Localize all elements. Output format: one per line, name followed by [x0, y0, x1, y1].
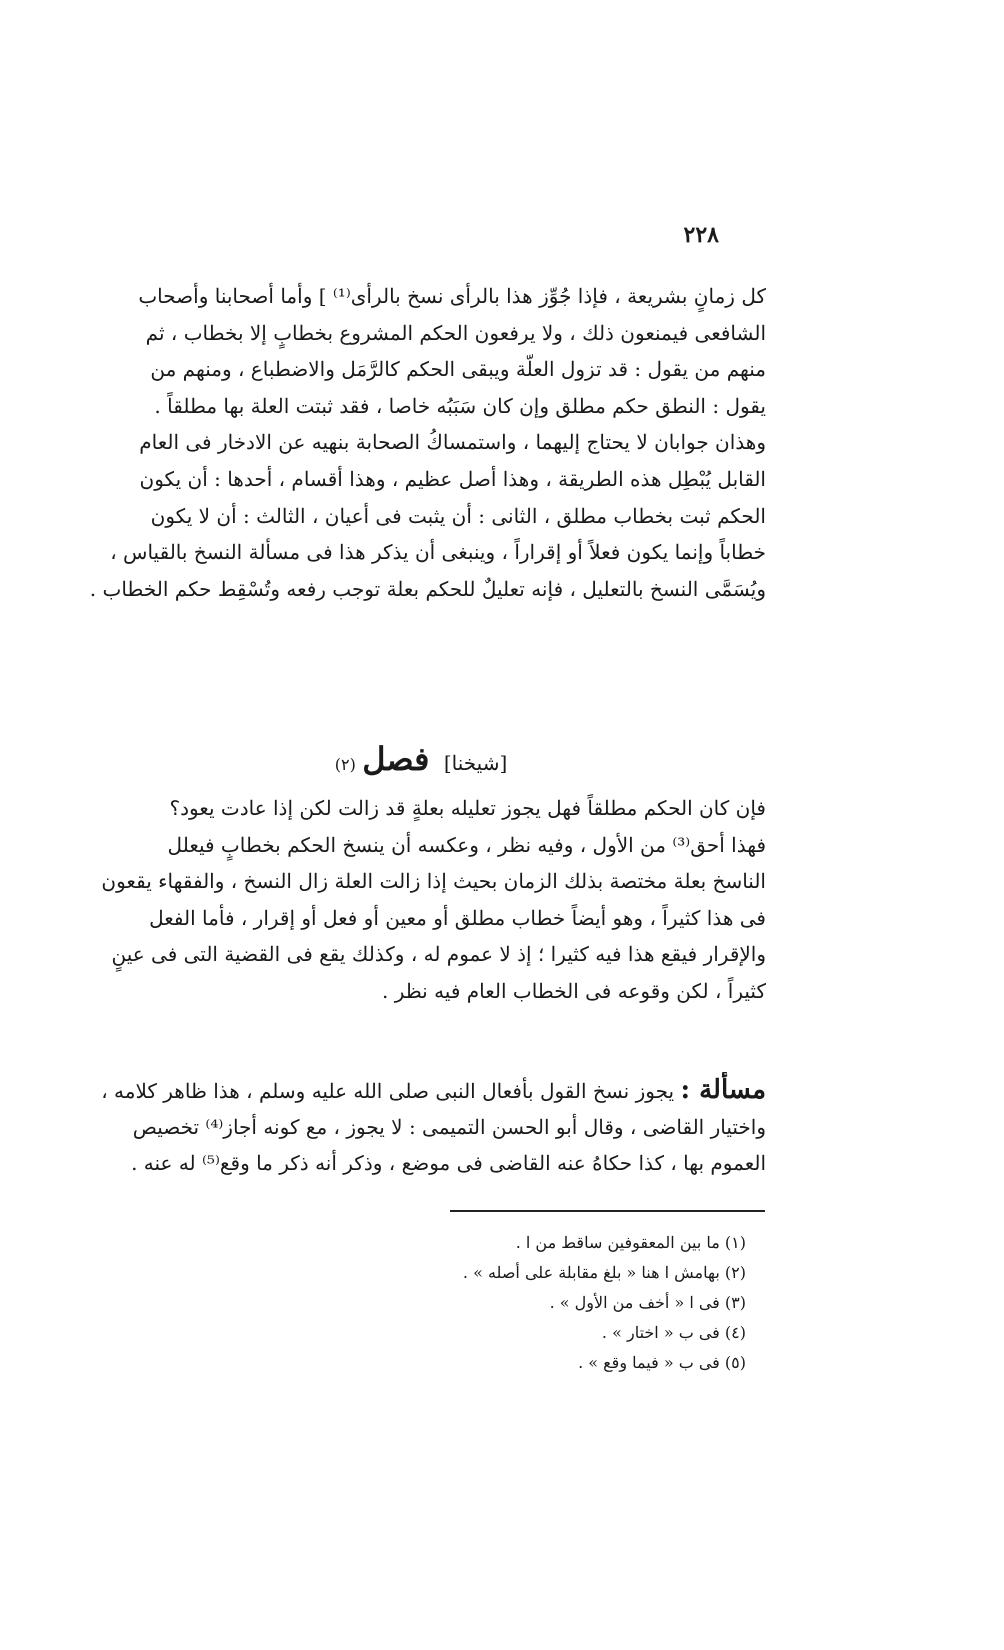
- text-line: واختيار القاضى ، وقال أبو الحسن التميمى : لا يجوز ، مع كونه أجاز⁽⁴⁾ تخصيص: [132, 1114, 766, 1139]
- text-line: القابل يُبْطِل هذه الطريقة ، وهذا أصل عظيم ، وهذا أقسام ، أحدها : أن يكون: [139, 466, 766, 491]
- masala-label: مسألة :: [680, 1075, 766, 1105]
- page-number: ٢٢٨: [683, 222, 719, 248]
- text-line: كل زمانٍ بشريعة ، فإذا جُوِّز هذا بالرأى نسخ بالرأى⁽¹⁾ ] وأما أصحابنا وأصحاب: [138, 284, 766, 308]
- footnote: (١) ما بين المعقوفين ساقط من ا .: [515, 1233, 746, 1252]
- footnote: (٥) فى ب « فيما وقع » .: [578, 1353, 746, 1372]
- text-line: والإقرار فيقع هذا فيه كثيرا ؛ إذ لا عموم له ، وكذلك يقع فى القضية التى فى عينٍ: [111, 942, 766, 967]
- paragraph-block-1: [76, 278, 766, 607]
- heading-note-mark: (٢): [334, 755, 356, 774]
- heading-chapter-word: فصل: [362, 740, 430, 778]
- footnotes: [326, 1228, 746, 1378]
- text-line: الحكم ثبت بخطاب مطلق ، الثانى : أن يثبت فى أعيان ، الثالث : أن لا يكون: [150, 503, 766, 528]
- chapter-heading: [76, 740, 766, 778]
- paragraph-block-2: [76, 790, 766, 1010]
- text-line: فى هذا كثيراً ، وهو أيضاً خطاب مطلق أو معين أو فعل أو إقرار ، فأما الفعل: [149, 905, 766, 930]
- text-line: الناسخ بعلة مختصة بذلك الزمان بحيث إذا زالت العلة زال النسخ ، والفقهاء يقعون: [101, 869, 766, 894]
- footnote: (٣) فى ا « أخف من الأول » .: [549, 1293, 746, 1312]
- text-line: كثيراً ، لكن وقوعه فى الخطاب العام فيه نظر .: [381, 978, 766, 1003]
- text-line: يقول : النطق حكم مطلق وإن كان سَبَبُه خاصا ، فقد ثبتت العلة بها مطلقاً .: [154, 393, 766, 418]
- masala-section: [76, 1072, 766, 1182]
- text-line: منهم من يقول : قد تزول العلّة ويبقى الحكم كالرَّمَل والاضطباع ، ومنهم من: [150, 357, 766, 382]
- text-line: الشافعى فيمنعون ذلك ، ولا يرفعون الحكم المشروع بخطابٍ إلا بخطاب ، ثم: [145, 320, 766, 345]
- masala-first-line: [76, 1072, 766, 1109]
- text-line: فإن كان الحكم مطلقاً فهل يجوز تعليله بعلةٍ قد زالت لكن إذا عادت يعود؟: [169, 796, 766, 820]
- text-line: وهذان جوابان لا يحتاج إليهما ، واستمساكُ الصحابة بنهيه عن الادخار فى العام: [139, 430, 766, 455]
- footnote: (٢) بهامش ا هنا « بلغ مقابلة على أصله » .: [462, 1263, 746, 1282]
- masala-line-text: يجوز نسخ القول بأفعال النبى صلى الله عليه وسلم ، هذا ظاهر كلامه ،: [101, 1079, 675, 1103]
- footnote: (٤) فى ب « اختار » .: [601, 1323, 746, 1342]
- text-line: العموم بها ، كذا حكاهُ عنه القاضى فى موضع ، وذكر أنه ذكر ما وقع⁽⁵⁾ له عنه .: [131, 1151, 766, 1176]
- text-line: خطاباً وإنما يكون فعلاً أو إقراراً ، وينبغى أن يذكر هذا فى مسألة النسخ بالقياس ،: [110, 540, 766, 565]
- text-line: ويُسَمَّى النسخ بالتعليل ، فإنه تعليلٌ للحكم بعلة توجب رفعه وتُسْقِط حكم الخطاب .: [89, 576, 766, 601]
- heading-bracket-text: [شيخنا]: [443, 751, 508, 775]
- text-line: فهذا أحق⁽³⁾ من الأول ، وفيه نظر ، وعكسه أن ينسخ الحكم بخطابٍ فيعلل: [167, 832, 766, 857]
- footnote-divider: [450, 1210, 765, 1212]
